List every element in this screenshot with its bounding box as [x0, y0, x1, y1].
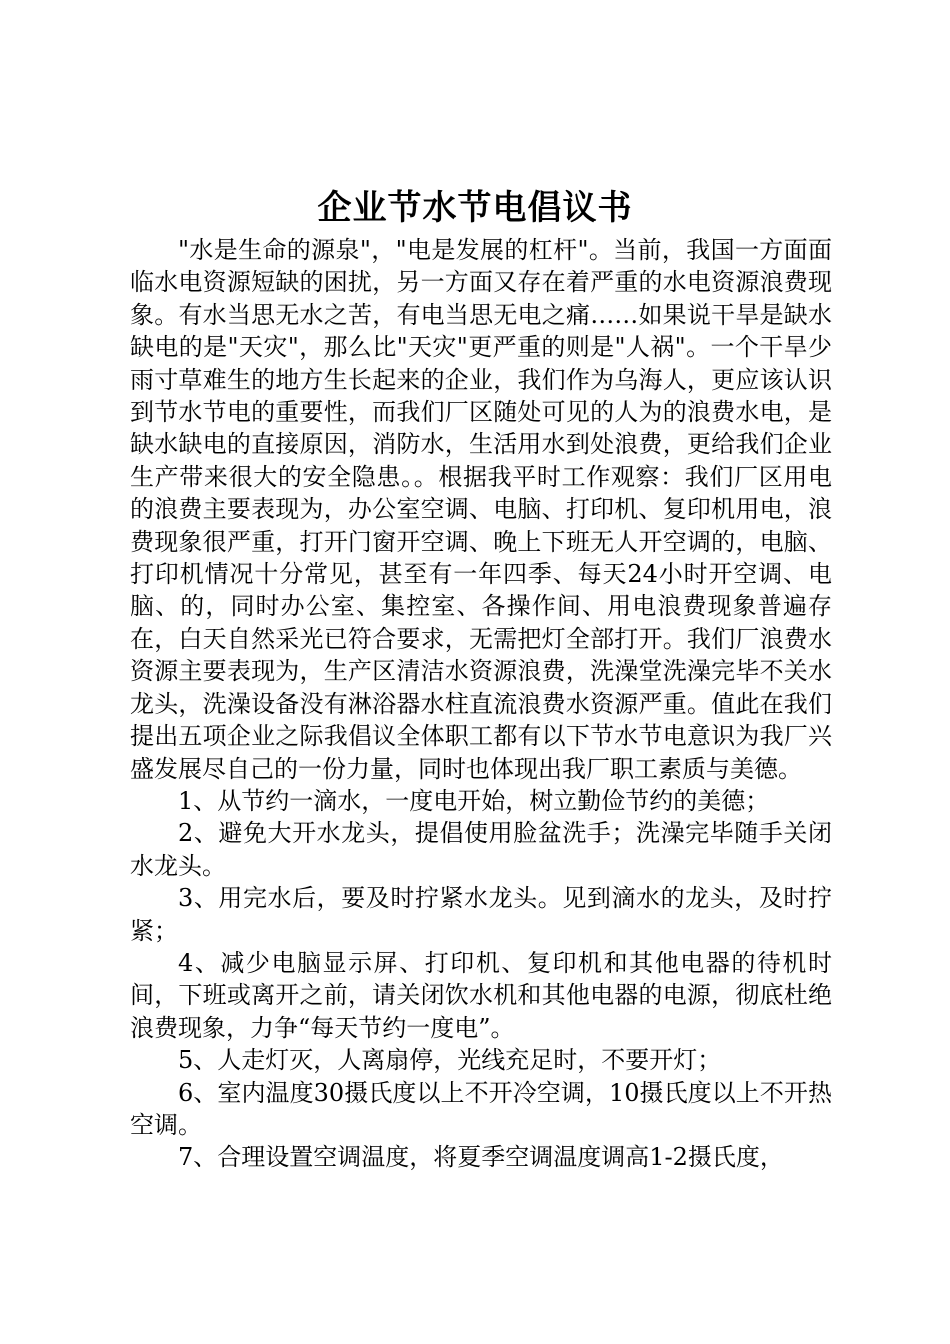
list-item-4: 4、减少电脑显示屏、打印机、复印机和其他电器的待机时间，下班或离开之前，请关闭饮水机和其他电器的电源，彻底杜绝浪费现象，力争“每天节约一度电”。 [130, 948, 832, 1042]
document-body [130, 234, 832, 1174]
list-item-7: 7、合理设置空调温度，将夏季空调温度调高1-2摄氏度， [178, 1143, 784, 1172]
intro-paragraph: "水是生命的源泉"，"电是发展的杠杆"。当前，我国一方面面临水电资源短缺的困扰，另一方面又存在着严重的水电资源浪费现象。有水当思无水之苦，有电当思无电之痛……如果说干旱是缺水缺电的是"天灾"，那么比"天灾"更严重的则是"人祸"。一个干旱少雨寸草难生的地方生长起来的企业，我们作为乌海人，更应该认识到节水节电的重要性，而我们厂区随处可见的人为的浪费水电，是缺水缺电的直接原因，消防水，生活用水到处浪费，更给我们企业生产带来很大的安全隐患。。根据我平时工作观察：我们厂区用电的浪费主要表现为，办公室空调、电脑、打印机、复印机用电，浪费现象很严重，打开门窗开空调、晚上下班无人开空调的，电脑、打印机情况十分常见，甚至有一年四季、每天24小时开空调、电脑、的，同时办公室、集控室、各操作间、用电浪费现象普遍存在，白天自然采光已符合要求，无需把灯全部打开。我们厂浪费水资源主要表现为，生产区清洁水资源浪费，洗澡堂洗澡完毕不关水龙头，洗澡设备没有淋浴器水柱直流浪费水资源严重。值此在我们提出五项企业之际我倡议全体职工都有以下节水节电意识为我厂兴盛发展尽自己的一份力量，同时也体现出我厂职工素质与美德。 [130, 236, 832, 783]
list-item-6: 6、室内温度30摄氏度以上不开冷空调，10摄氏度以上不开热空调。 [130, 1078, 832, 1139]
list-item-1: 1、从节约一滴水，一度电开始，树立勤俭节约的美德； [178, 786, 770, 815]
document-title: 企业节水节电倡议书 [317, 188, 633, 228]
list-item-5: 5、人走灯灭，人离扇停，光线充足时，不要开灯； [178, 1046, 722, 1075]
list-item-2: 2、避免大开水龙头，提倡使用脸盆洗手；洗澡完毕随手关闭水龙头。 [130, 819, 832, 880]
list-item-3: 3、用完水后，要及时拧紧水龙头。见到滴水的龙头，及时拧紧； [130, 884, 832, 945]
